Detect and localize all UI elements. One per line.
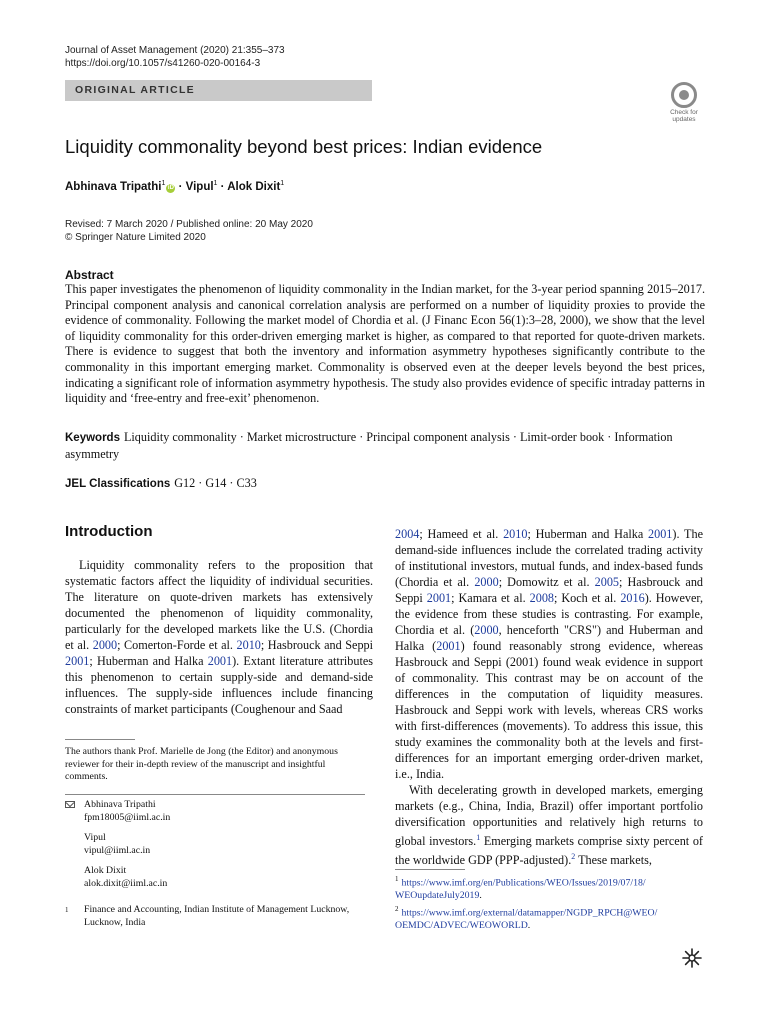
author-list xyxy=(65,180,284,193)
intro-paragraph-2 xyxy=(395,782,703,868)
footnote-2 xyxy=(395,903,705,932)
footnote-1 xyxy=(395,873,705,902)
keywords xyxy=(65,430,705,462)
text-run: ; Hameed et al. xyxy=(419,527,504,541)
abstract-text: This paper investigates the phenomenon of liquidity commonality in the Indian market, for the 3-year period spanning 2015–2017. Principal component analysis and canonical correlation analysis are performed on a number of liquidity proxies to provide the evidence of commonality. Following the market model of Chordia et al. (J Financ Econ 56(1):3–28, 2000), we show that the level of liquidity commonality for this order-driven emerging market is higher, as compared to that reported for quote-driven markets. There is evidence to suggest that both the inventory and information asymmetry hypotheses significantly contribute to the commonality in this important emerging market. Commonality is observed even at the deeper levels beyond the best prices, indicating a significant role of information asymmetry hypothesis. The study also provides evidence of specific intraday patterns in liquidity and ‘free-entry and free-exit’ phenomenon. xyxy=(65,282,705,406)
author-2[interactable]: Vipul xyxy=(185,180,214,193)
corr-email[interactable]: alok.dixit@iiml.ac.in xyxy=(84,877,168,889)
corr-email[interactable]: fpm18005@iiml.ac.in xyxy=(84,811,171,823)
footnote-1-number: 1 xyxy=(395,875,399,883)
abstract-heading: Abstract xyxy=(65,268,114,282)
text-run: ; Hasbrouck and Seppi xyxy=(260,638,374,652)
text-run: With decelerating growth in developed markets, emerging markets (e.g., China, India, Brazil) offer important portfolio diversification opportunities and relatively high returns to global investors. xyxy=(395,783,703,849)
envelope-icon xyxy=(65,801,75,808)
revised-published-line: Revised: 7 March 2020 / Published online: 20 May 2020 xyxy=(65,219,313,230)
author-3[interactable]: Alok Dixit xyxy=(227,180,281,193)
link-text: WEOupdateJuly2019 xyxy=(395,889,480,901)
springer-horse-icon xyxy=(681,947,703,969)
citation-link[interactable]: 2001 xyxy=(65,654,90,668)
link-text: https://www.imf.org/en/Publications/WEO/Issues/2019/07/18/ xyxy=(401,877,646,889)
affiliation-text: Finance and Accounting, Indian Institute of Management Lucknow, Lucknow, India xyxy=(84,904,350,928)
text-run: ; Huberman and Halka xyxy=(89,654,208,668)
introduction-heading: Introduction xyxy=(65,523,153,540)
link-text: https://www.imf.org/external/datamapper/NGDP_RPCH@WEO/ xyxy=(401,907,658,919)
badge-line1: Check for xyxy=(670,109,698,116)
article-type-label: ORIGINAL ARTICLE xyxy=(75,84,195,96)
citation-link[interactable]: 2016 xyxy=(620,591,645,605)
author-3-affil: 1 xyxy=(280,180,285,187)
footnote-ref-2[interactable]: 2 xyxy=(571,852,576,862)
footnote-1-link[interactable] xyxy=(395,877,646,901)
citation-link[interactable]: 2004 xyxy=(395,527,420,541)
article-type-banner xyxy=(65,80,372,101)
jel-label: JEL Classifications xyxy=(65,478,171,490)
correspondence-author-3 xyxy=(65,865,167,890)
citation-link[interactable]: 2001 xyxy=(436,639,461,653)
affiliation-number: 1 xyxy=(65,906,69,914)
copyright-line: © Springer Nature Limited 2020 xyxy=(65,232,206,243)
text-run: ; Comerton-Forde et al. xyxy=(117,638,237,652)
paper-title: Liquidity commonality beyond best prices: Indian evidence xyxy=(65,136,543,157)
footnote-divider-right xyxy=(395,869,465,870)
correspondence-divider xyxy=(65,794,365,795)
affiliation-footnote xyxy=(65,904,365,929)
footnote-ref-1[interactable]: 1 xyxy=(476,833,481,842)
text-run: ; Koch et al. xyxy=(554,591,621,605)
citation-link[interactable]: 2000 xyxy=(474,575,499,589)
text-run: Emerging markets comprise sixty percent of the worldwide GDP (PPP-adjusted). xyxy=(395,834,703,868)
footnote-2-link[interactable] xyxy=(395,907,657,931)
author-sep-1: · xyxy=(175,180,186,193)
check-for-updates-badge[interactable] xyxy=(664,82,704,124)
intro-paragraph-1-cont xyxy=(395,526,703,782)
author-1-affil: 1 xyxy=(161,180,166,187)
corr-name: Vipul xyxy=(84,832,106,843)
footnote-divider-left xyxy=(65,739,135,740)
citation-link[interactable]: 2001 xyxy=(648,527,673,541)
intro-paragraph-1 xyxy=(65,557,373,717)
punctuation: . xyxy=(479,889,482,901)
citation-link[interactable]: 2008 xyxy=(529,591,554,605)
text-run: , henceforth "CRS") and Huberman and Halka ( xyxy=(395,623,703,653)
citation-link[interactable]: 2000 xyxy=(474,623,499,637)
publication-dates xyxy=(65,218,313,244)
citation-link[interactable]: 2001 xyxy=(426,591,452,605)
jel-text: G12 · G14 · C33 xyxy=(174,476,257,490)
citation-link[interactable]: 2000 xyxy=(92,638,118,652)
intro-right-column xyxy=(395,526,703,868)
citation-link[interactable]: 2005 xyxy=(594,575,619,589)
intro-left-column xyxy=(65,557,373,717)
text-run: ; Kamara et al. xyxy=(451,591,530,605)
badge-line2: updates xyxy=(672,116,696,123)
text-run: Liquidity commonality refers to the proposition that systematic factors affect the liquidity of individual securities. The literature on quote-driven markets has extensively documented the phenomenon of liquidity commonality, particularly for the developed markets like the U.S. (Chordia et al. xyxy=(65,558,373,652)
jel-classifications xyxy=(65,476,257,493)
text-run: These markets, xyxy=(575,853,652,868)
keywords-label: Keywords xyxy=(65,432,120,444)
citation-link[interactable]: 2010 xyxy=(503,527,528,541)
text-run: ). Extant literature attributes this phenomenon to certain supply-side and demand-side influences. The supply-side influences include financing constraints of market participants (Coughenour and Saad xyxy=(65,654,373,716)
author-2-affil: 1 xyxy=(213,180,218,187)
corr-name: Abhinava Tripathi xyxy=(84,799,156,810)
correspondence-author-2 xyxy=(65,832,150,857)
punctuation: . xyxy=(527,919,531,931)
text-run: ). The demand-side influences include the correlated trading activity of institutional investors, mutual funds, and index-based funds (Chordia et al. xyxy=(395,527,703,589)
correspondence-author-1 xyxy=(65,799,170,824)
corr-name: Alok Dixit xyxy=(84,865,127,876)
citation-link[interactable]: 2001 xyxy=(207,654,233,668)
text-run: ; Hasbrouck and Seppi xyxy=(395,575,704,605)
doi-link[interactable]: https://doi.org/10.1057/s41260-020-00164-3 xyxy=(65,58,261,69)
orcid-icon[interactable]: iD xyxy=(167,184,174,191)
text-run: ). However, the evidence from these studies is contrasting. For example, Chordia et al. ( xyxy=(395,591,704,637)
corr-email[interactable]: vipul@iiml.ac.in xyxy=(84,844,151,856)
acknowledgement-footnote: The authors thank Prof. Marielle de Jong (the Editor) and anonymous reviewer for their in-depth review of the manuscript and insightful comments. xyxy=(65,746,338,783)
author-1[interactable]: Abhinava Tripathi xyxy=(65,180,162,193)
journal-citation: Journal of Asset Management (2020) 21:355–373 xyxy=(65,45,285,56)
link-text: OEMDC/ADVEC/WEOWORLD xyxy=(395,919,528,931)
citation-link[interactable]: 2010 xyxy=(236,638,261,652)
text-run: ; Domowitz et al. xyxy=(498,575,595,589)
footnote-2-number: 2 xyxy=(395,905,399,913)
text-run: ) found reasonably strong evidence, whereas Hasbrouck and Seppi (2001) found weak evidence in support of commonality. This contrast may be on account of the differences in the computation of liquidity measures. Hasbrouck and Seppi work with levels, whereas CRS works with first-differences (movements). To address this issue, this study examines the commonality both at the levels and first-differences for an important emerging order-driven market, i.e., India. xyxy=(395,639,703,781)
text-run: ; Huberman and Halka xyxy=(527,527,649,541)
check-updates-icon xyxy=(671,82,697,108)
keywords-text: Liquidity commonality · Market microstructure · Principal component analysis · Limit-order book · Information asymmetry xyxy=(65,430,673,461)
author-sep-2: · xyxy=(217,180,228,193)
